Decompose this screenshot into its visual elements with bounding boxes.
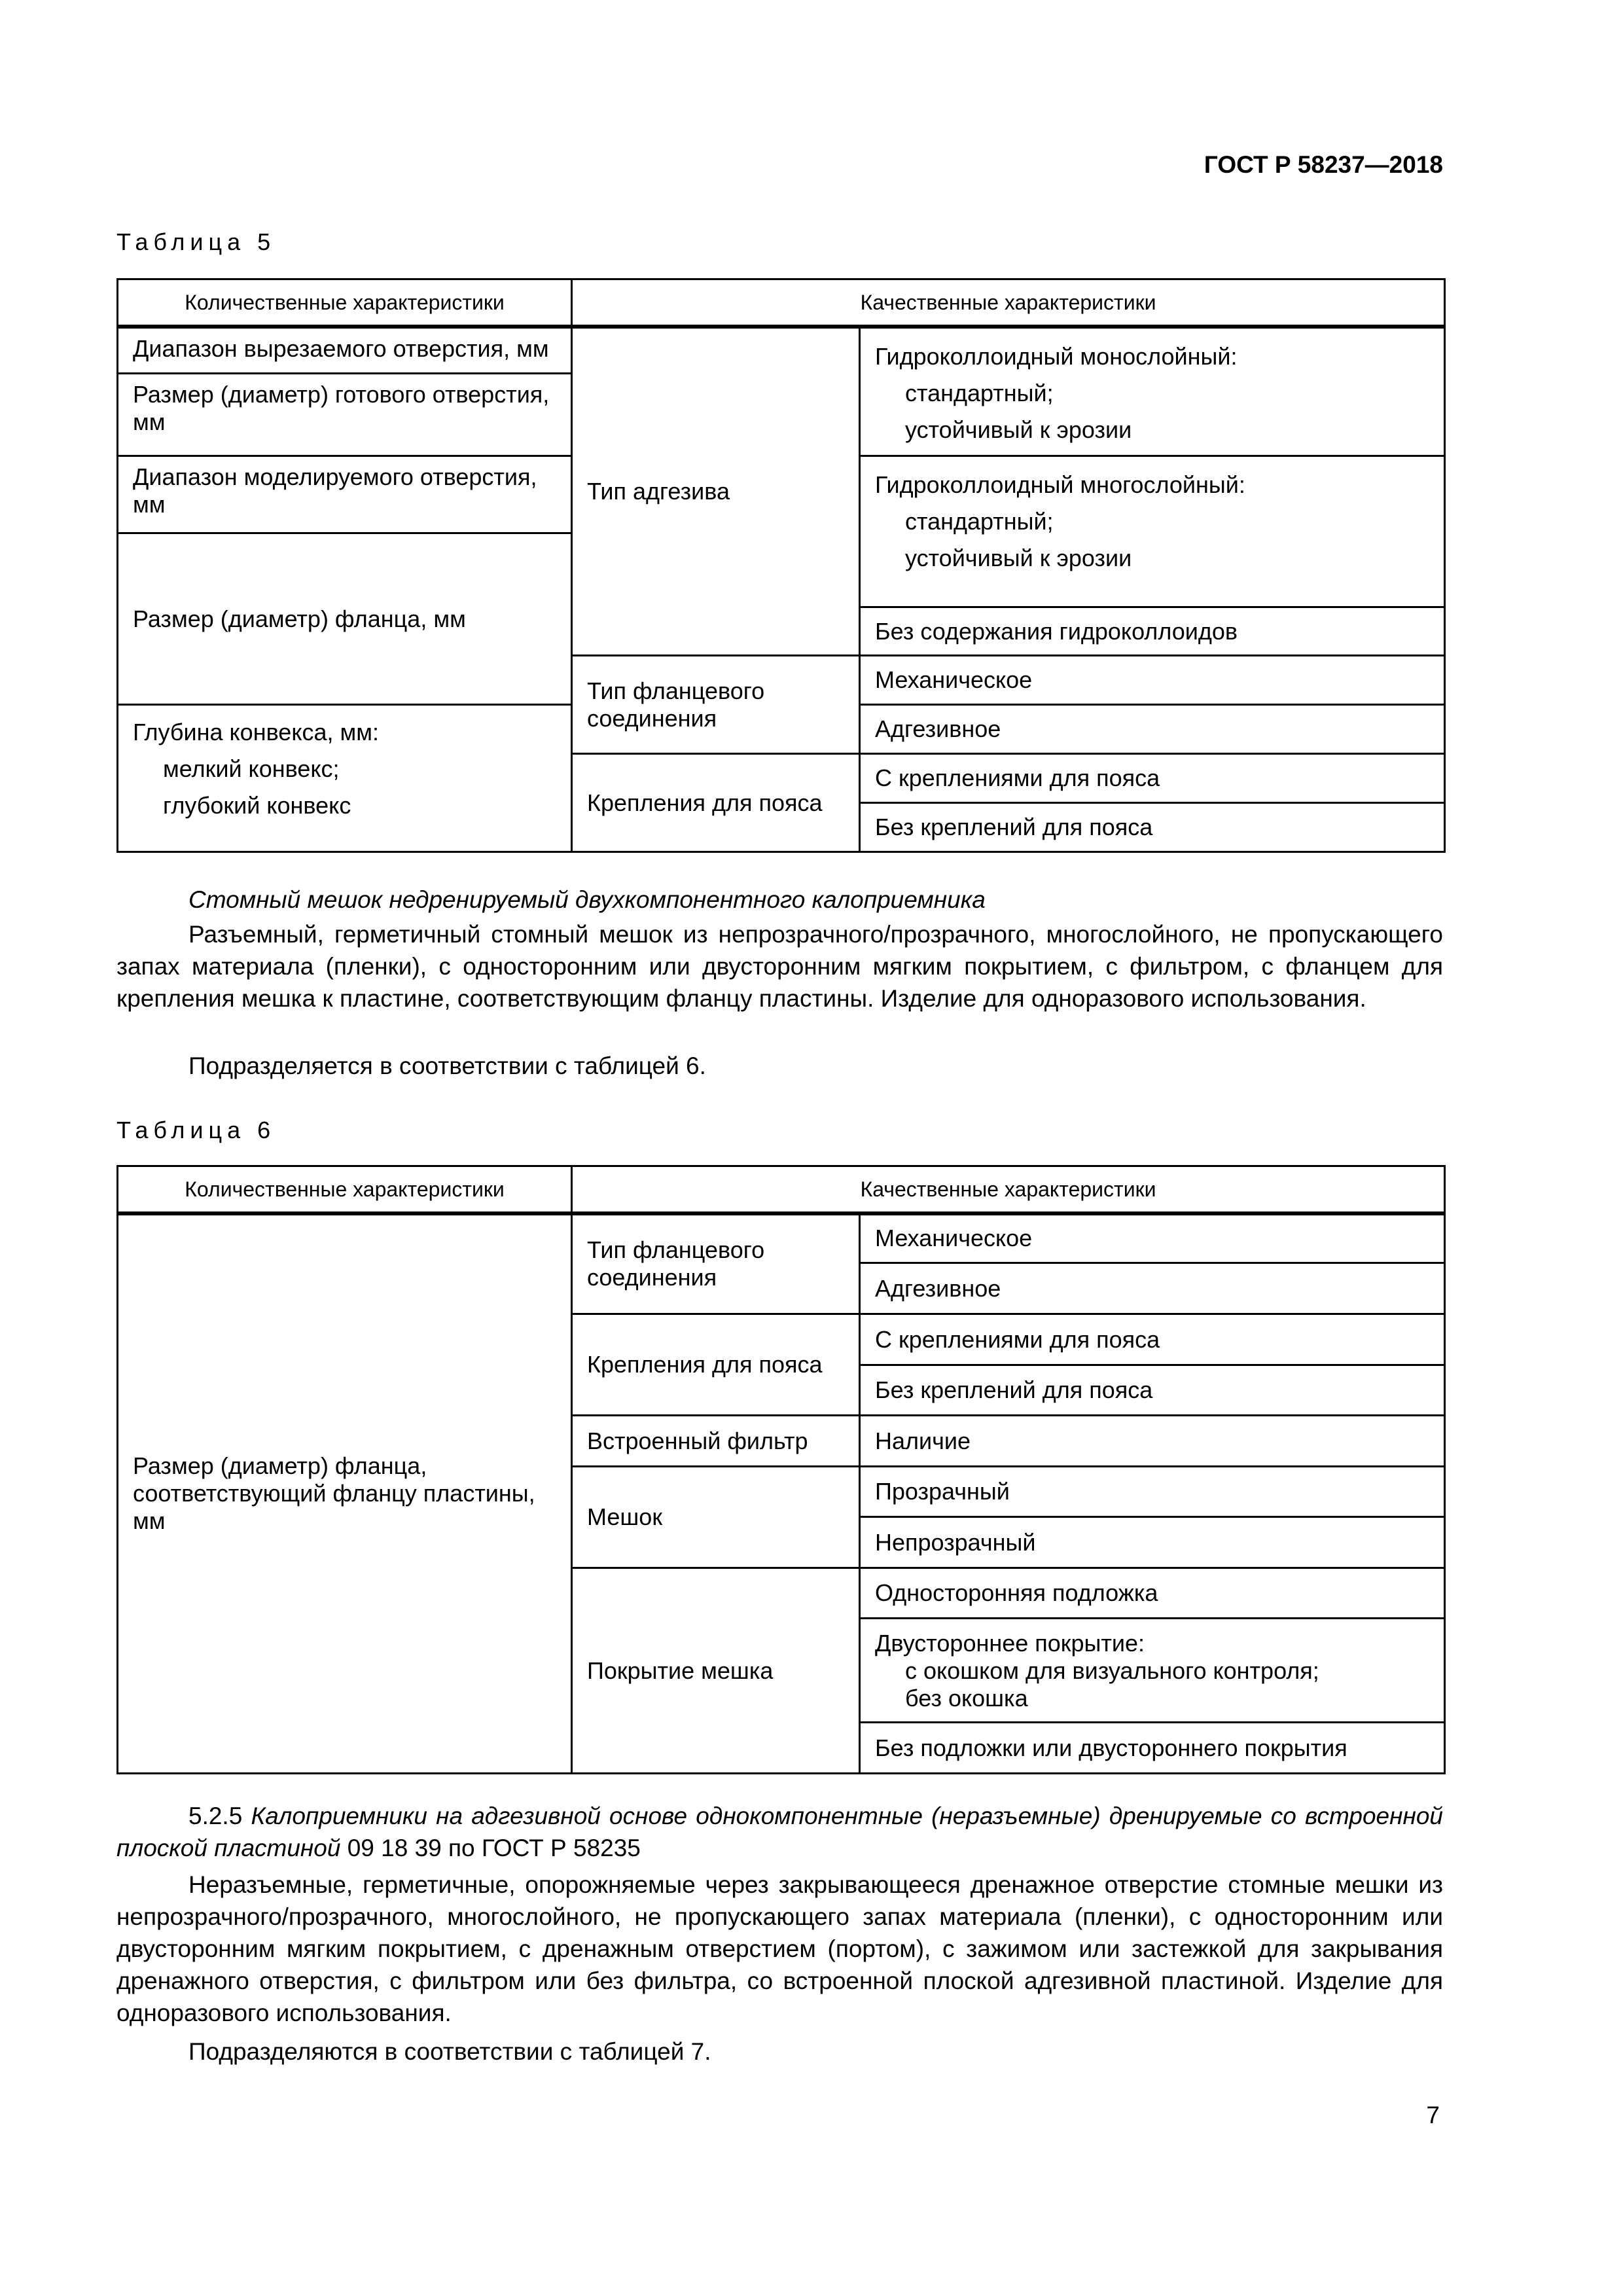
table-5-caption: Таблица 5 (116, 228, 276, 255)
section-number: 5.2.5 (188, 1803, 243, 1829)
table-5-with-belt: С креплениями для пояса (860, 754, 1445, 803)
section-5-2-5-reference: Подразделяются в соответствии с таблицей 7. (188, 2038, 711, 2065)
table-6-belt-fastening: Крепления для пояса (572, 1314, 860, 1416)
section-5-2-5-description: Неразъемные, герметичные, опорожняемые через закрывающееся дренажное отверстие стомные мешки из непрозрачного/прозрачного, многослойного, не пропускающего запах материала (пленки), с односторонним или двусторонним мягким покрытием, с дренажным отверстием (портом), с зажимом или застежкой для закрывания дренажного отверстия, с фильтром или без фильтра, со встроенной плоской адгезивной пластиной. Изделие для одноразового использования. (116, 1871, 1443, 2026)
table-6-one-side: Односторонняя подложка (860, 1568, 1445, 1619)
two-side-no-window: без окошка (905, 1685, 1028, 1712)
table-6-bag: Мешок (572, 1467, 860, 1568)
table-5-flange-type: Тип фланцевого соединения (572, 656, 860, 754)
table-5-no-hydrocolloid: Без содержания гидроколлоидов (860, 607, 1445, 656)
section-title: Калоприемники на адгезивной основе однокомпонентные (неразъемные) дренируемые со встроенной плоской пластиной (116, 1803, 1443, 1861)
table-6-flange-type: Тип фланцевого соединения (572, 1213, 860, 1314)
table-5-ready-hole: Размер (диаметр) готового отверстия, мм (118, 374, 572, 456)
section-5-2-5-heading (116, 1800, 1443, 1864)
multi-erosion: устойчивый к эрозии (905, 545, 1132, 571)
stoma-bag-description: Разъемный, герметичный стомный мешок из непрозрачного/прозрачного, многослойного, не пропускающего запах материала (пленки), с односторонним или двусторонним мягким покрытием, с фильтром, с фланцем для крепления мешка к пластине, соответствующим фланцу пластины. Изделие для одноразового использования. (116, 921, 1443, 1012)
page-number: 7 (1426, 2102, 1440, 2128)
table-6-header-quantitative: Количественные характеристики (118, 1166, 572, 1213)
table-6-header-qualitative: Качественные характеристики (572, 1166, 1445, 1213)
table-6-without-belt: Без креплений для пояса (860, 1365, 1445, 1416)
table-5 (116, 278, 1446, 853)
multi-standard: стандартный; (905, 508, 1054, 535)
multi-title: Гидроколлоидный многослойный: (875, 471, 1245, 498)
table-5-hydrocolloid-multi (860, 456, 1445, 607)
table-6-mechanical: Механическое (860, 1213, 1445, 1263)
table-6-flange-size: Размер (диаметр) фланца, соответствующий фланцу пластины, мм (118, 1213, 572, 1774)
convex-title: Глубина конвекса, мм: (133, 719, 379, 745)
two-side-title: Двустороннее покрытие: (875, 1630, 1145, 1657)
table-5-flange-size: Размер (диаметр) фланца, мм (118, 533, 572, 705)
table-6-two-side-cover (860, 1619, 1445, 1723)
table-6-with-belt: С креплениями для пояса (860, 1314, 1445, 1365)
table-6-built-in-filter: Встроенный фильтр (572, 1416, 860, 1467)
convex-deep: глубокий конвекс (163, 792, 351, 819)
table-5-cut-range: Диапазон вырезаемого отверстия, мм (118, 327, 572, 374)
table-5-header-quantitative: Количественные характеристики (118, 279, 572, 327)
table-6-no-cover: Без подложки или двустороннего покрытия (860, 1723, 1445, 1774)
section-code: 09 18 39 по ГОСТ Р 58235 (347, 1835, 641, 1861)
table-6-transparent: Прозрачный (860, 1467, 1445, 1517)
table-5-mechanical: Механическое (860, 656, 1445, 705)
convex-shallow: мелкий конвекс; (163, 755, 340, 782)
table-6-adhesive: Адгезивное (860, 1263, 1445, 1314)
stoma-bag-title: Стомный мешок недренируемый двухкомпонентного калоприемника (188, 886, 986, 913)
two-side-window: с окошком для визуального контроля; (905, 1657, 1319, 1684)
table-5-model-range: Диапазон моделируемого отверстия, мм (118, 456, 572, 533)
table-5-header-qualitative: Качественные характеристики (572, 279, 1445, 327)
table-5-belt-fastening: Крепления для пояса (572, 754, 860, 852)
table-5-adhesive: Адгезивное (860, 705, 1445, 754)
table-5-without-belt: Без креплений для пояса (860, 803, 1445, 852)
table-5-hydrocolloid-mono (860, 327, 1445, 456)
mono-standard: стандартный; (905, 379, 1054, 406)
table-5-adhesive-type: Тип адгезива (572, 327, 860, 656)
document-id: ГОСТ Р 58237—2018 (1204, 151, 1443, 178)
table-6-filter-present: Наличие (860, 1416, 1445, 1467)
table-6-caption: Таблица 6 (116, 1117, 276, 1143)
mono-erosion: устойчивый к эрозии (905, 416, 1132, 443)
stoma-bag-reference: Подразделяется в соответствии с таблицей 6. (188, 1052, 706, 1079)
table-5-convex-depth (118, 705, 572, 852)
table-6 (116, 1165, 1446, 1774)
mono-title: Гидроколлоидный монослойный: (875, 342, 1238, 370)
table-6-bag-cover: Покрытие мешка (572, 1568, 860, 1774)
table-6-opaque: Непрозрачный (860, 1517, 1445, 1568)
